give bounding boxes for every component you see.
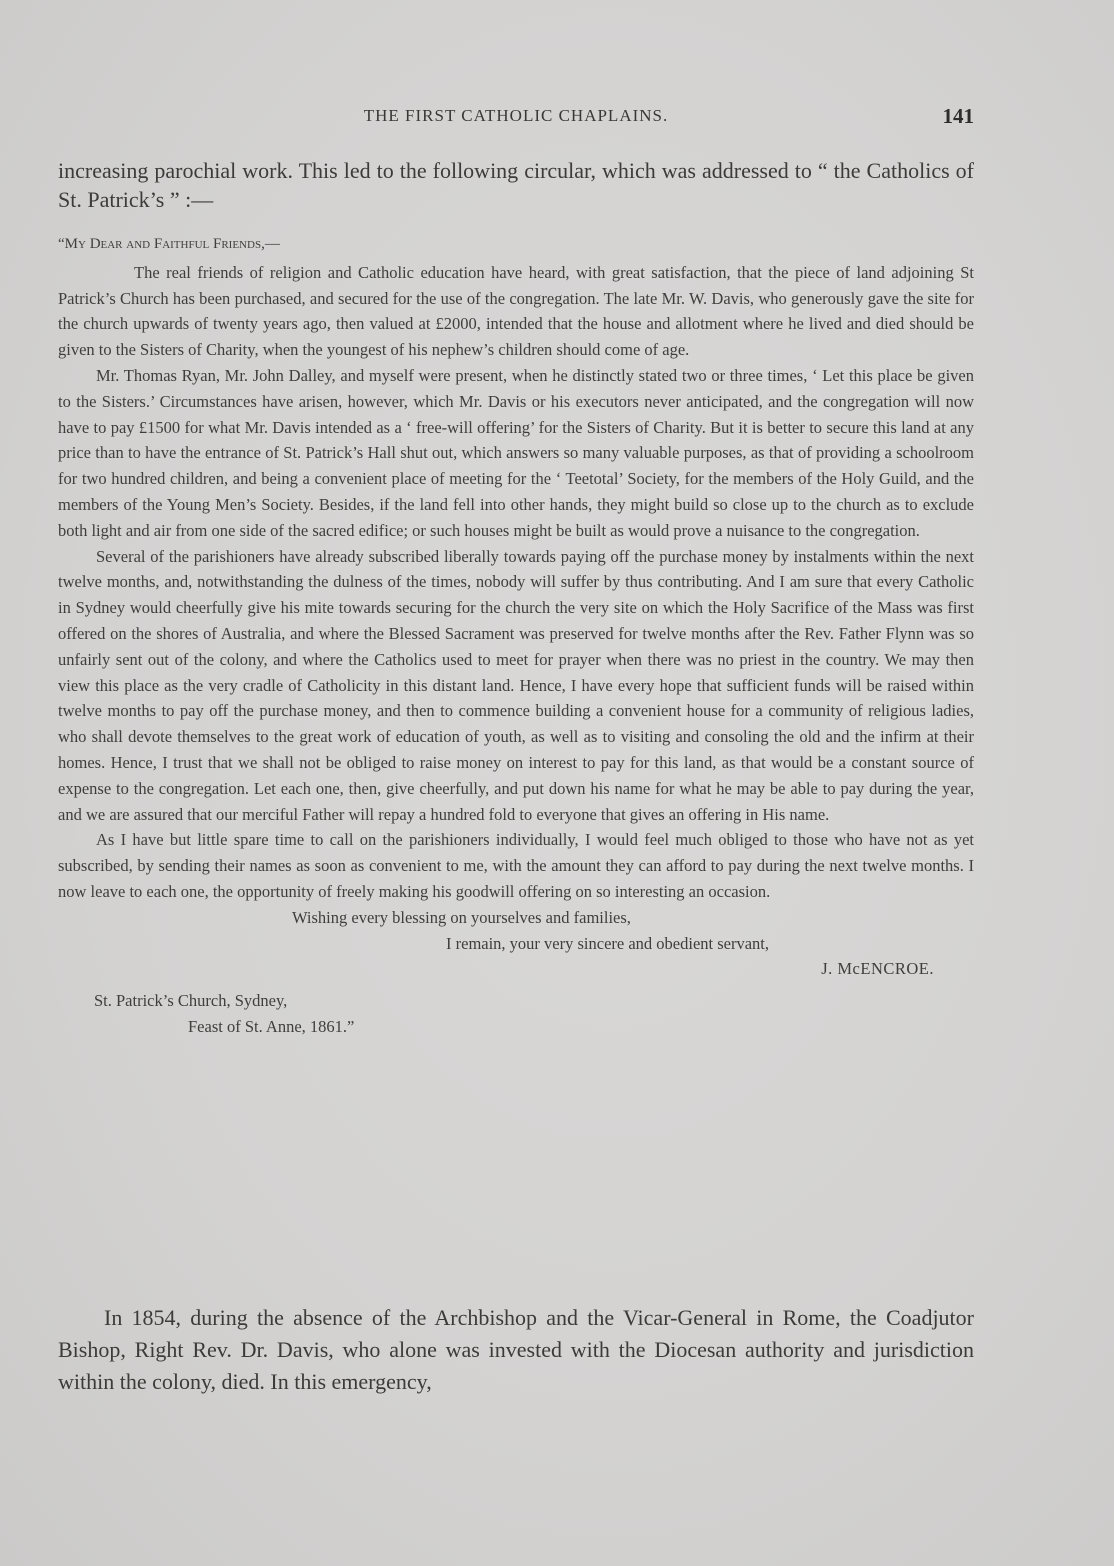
letter-signature: J. McENCROE. (821, 959, 934, 979)
letter-closing-wish: Wishing every blessing on yourselves and families, (292, 907, 631, 927)
letter-paragraph-2: Mr. Thomas Ryan, Mr. John Dalley, and myself were present, when he distinctly stated two or three times, ‘ Let this place be given to the Sisters.’ Circumstances have arisen, however, which Mr. Davis or his executors never anticipated, and the congregation will now have to pay £1500 for what Mr. Davis intended as a ‘ free-will offering’ for the Sisters of Charity. But it is better to secure this land at any price than to have the entrance of St. Patrick’s Hall shut out, which answers so many valuable purposes, as that of providing a schoolroom for two hundred children, and being a convenient place of meeting for the ‘ Teetotal’ Society, for the members of the Holy Guild, and the members of the Young Men’s Society. Besides, if the land fell into other hands, they might build so close up to the church as to exclude both light and air from one side of the sacred edifice; or such houses might be built as would prove a nuisance to the congregation. (58, 365, 974, 540)
letter-paragraph-3: Several of the parishioners have already subscribed liberally towards paying off the purchase money by instalments within the next twelve months, and, notwithstanding the dulness of the times, nobody will suffer by thus contributing. And I am sure that every Catholic in Sydney would cheerfully give his mite towards securing for the church the very site on which the Holy Sacrifice of the Mass was first offered on the shores of Australia, and where the Blessed Sacrament was preserved for twelve months after the Rev. Father Flynn was so unfairly sent out of the colony, and where the Catholics used to meet for prayer when there was no priest in the country. We may then view this place as the very cradle of Catholicity in this distant land. Hence, I have every hope that sufficient funds will be raised within twelve months to pay off the purchase money, and then to commence building a convenient house for a community of religious ladies, who shall devote themselves to the great work of education of youth, as well as to visiting and consoling the old and the infirm at their homes. Hence, I trust that we shall not be obliged to raise money on interest to pay for this land, as that would be a constant source of expense to the congregation. Let each one, then, give cheerfully, and put down his name for what he may be able to pay during the year, and we are assured that our merciful Father will repay a hundred fold to everyone that gives an offering in His name. (58, 546, 974, 824)
intro-paragraph: increasing parochial work. This led to the following circular, which was addressed to “ the Catholics of St. Patrick’s ” :— (58, 158, 974, 212)
page-number: 141 (942, 104, 974, 128)
running-head: THE FIRST CATHOLIC CHAPLAINS. (363, 106, 669, 125)
letter-date: Feast of St. Anne, 1861.” (188, 1016, 355, 1036)
letter-paragraph-1: The real friends of religion and Catholic education have heard, with great satisfaction, that the piece of land adjoining St Patrick’s Church has been purchased, and secured for the use of the congregation. The late Mr. W. Davis, who generously gave the site for the church upwards of twenty years ago, then valued at £2000, intended that the house and allotment where he lived and died should be given to the Sisters of Charity, when the youngest of his nephew’s children should come of age. (58, 262, 974, 360)
letter-salutation: “My Dear and Faithful Friends,— (58, 236, 280, 252)
continuation-paragraph: In 1854, during the absence of the Archbishop and the Vicar-General in Rome, the Coadjutor Bishop, Right Rev. Dr. Davis, who alone was invested with the Diocesan authority and jurisdiction within the colony, died. In this emergency, (58, 1305, 974, 1394)
letter-closing-remain: I remain, your very sincere and obedient servant, (446, 933, 769, 953)
letter-place: St. Patrick’s Church, Sydney, (94, 991, 288, 1011)
page-header (58, 104, 974, 134)
letter-paragraph-4: As I have but little spare time to call on the parishioners individually, I would feel much obliged to those who have not as yet subscribed, by sending their names as soon as convenient to me, with the amount they can afford to pay during the next twelve months. I now leave to each one, the opportunity of freely making his goodwill offering on so interesting an occasion. (58, 830, 974, 901)
circular-letter (58, 232, 974, 1040)
